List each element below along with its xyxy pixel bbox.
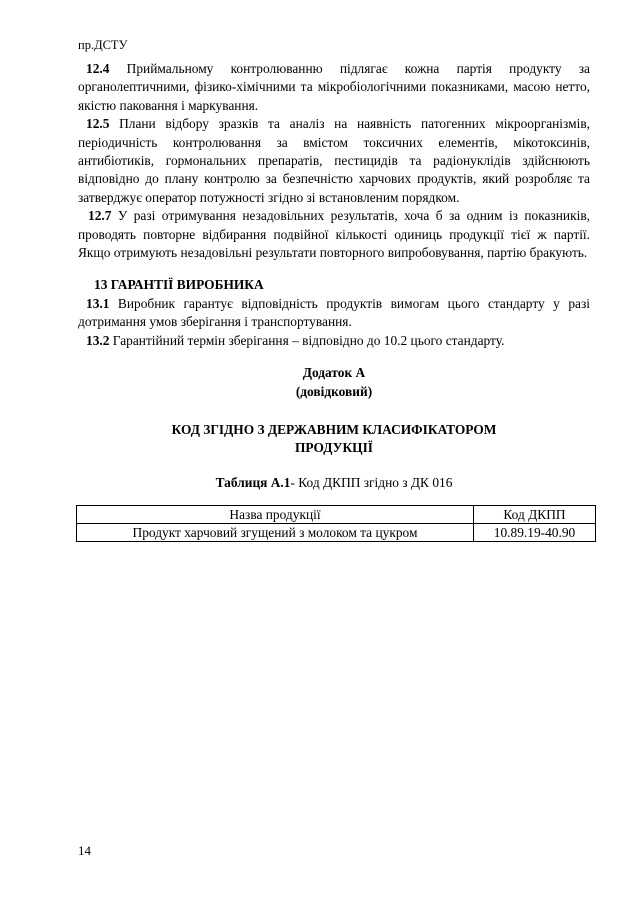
table-caption	[78, 474, 590, 492]
paragraph-12-5	[78, 115, 590, 207]
doc-header-label: пр.ДСТУ	[78, 38, 128, 52]
table-cell-dkpp-code: 10.89.19-40.90	[474, 524, 596, 542]
table-header-dkpp-code: Код ДКПП	[474, 506, 596, 524]
table-header-product-name: Назва продукції	[77, 506, 474, 524]
paragraph-12-4	[78, 60, 590, 115]
paragraph-12-7	[78, 207, 590, 262]
annex-heading-line-2: ПРОДУКЦІЇ	[294, 440, 374, 456]
section-13-title: 13 ГАРАНТІЇ ВИРОБНИКА	[94, 277, 264, 293]
clause-text: Виробник гарантує відповідність продуктів вимогам цього стандарту у разі дотримання умов зберігання і транспортування.	[78, 295, 590, 330]
clause-text: Плани відбору зразків та аналіз на наявність патогенних мікроорганізмів, періодичність контролювання за вмістом токсичних елементів, мікотоксинів, антибіотиків, гормональних препаратів, пестицидів та радіонуклідів здійснюють відповідно до плану контролю за безпечністю харчових продуктів, який розробляє та затверджує оператор потужності згідно зі встановленим порядком.	[78, 116, 590, 205]
clause-text: Приймальному контролюванню підлягає кожна партія продукту за органолептичними, фізико-хімічними та мікробіологічними показниками, масою нетто, якістю паковання і маркування.	[78, 61, 590, 113]
document-body	[78, 60, 590, 542]
clause-number: 13.2	[86, 332, 110, 348]
clause-text: У разі отримування незадовільних результатів, хоча б за одним із показників, проводять повторне відбирання подвійної кількості одиниць продукції тієї ж партії. Якщо отримують незадовільні результати повторного випробовування, партію бракують.	[78, 208, 590, 261]
page-number: 14	[78, 843, 91, 858]
clause-number: 13.1	[86, 295, 110, 311]
clause-number: 12.5	[86, 116, 110, 132]
table-row	[77, 524, 596, 542]
clause-text: Гарантійний термін зберігання – відповідно до 10.2 цього стандарту.	[109, 332, 505, 348]
table-cell-product-name: Продукт харчовий згущений з молоком та цукром	[77, 524, 474, 542]
annex-heading-line-1: КОД ЗГІДНО З ДЕРЖАВНИМ КЛАСИФІКАТОРОМ	[171, 421, 497, 437]
dkpp-code-table	[76, 505, 596, 542]
table-caption-text: - Код ДКПП згідно з ДК 016	[290, 474, 453, 490]
clause-number: 12.4	[86, 61, 110, 76]
paragraph-13-2	[78, 332, 590, 350]
table-header-row	[77, 506, 596, 524]
table-caption-label: Таблиця А.1	[215, 474, 291, 490]
clause-number: 12.7	[88, 208, 112, 224]
annex-title: Додаток А	[302, 365, 366, 381]
annex-subtitle: (довідковий)	[295, 383, 373, 399]
paragraph-13-1	[78, 295, 590, 332]
